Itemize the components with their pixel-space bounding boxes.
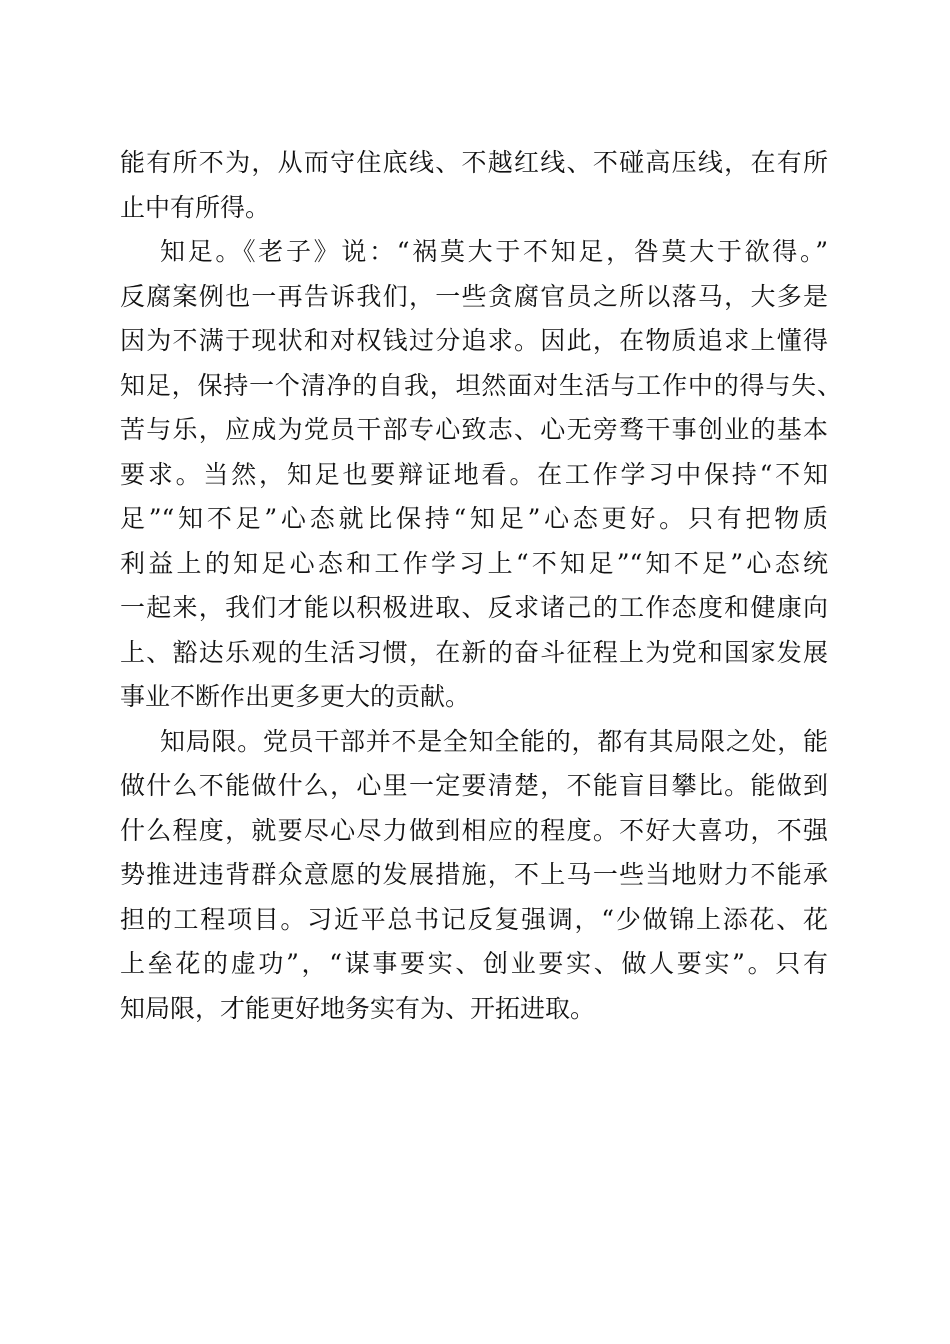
- text-line: 一起来，我们才能以积极进取、反求诸己的工作态度和健康向: [120, 593, 828, 622]
- text-line: 上垒花的虚功”，“谋事要实、创业要实、做人要实”。只有: [120, 949, 828, 978]
- text-line: 知局限。党员干部并不是全知全能的，都有其局限之处，能: [160, 726, 828, 756]
- text-line: 上、豁达乐观的生活习惯，在新的奋斗征程上为党和国家发展: [120, 637, 828, 667]
- paragraph-zhizu: [120, 230, 850, 720]
- text-line: 做什么不能做什么，心里一定要清楚，不能盲目攀比。能做到: [120, 771, 828, 800]
- text-line: 能有所不为，从而守住底线、不越红线、不碰高压线，在有所: [120, 148, 828, 177]
- text-line: 要求。当然，知足也要辩证地看。在工作学习中保持“不知: [120, 459, 828, 489]
- text-line: 知足，保持一个清净的自我，坦然面对生活与工作中的得与失、: [120, 370, 842, 400]
- text-line: 势推进违背群众意愿的发展措施，不上马一些当地财力不能承: [120, 860, 828, 889]
- text-line: 什么程度，就要尽心尽力做到相应的程度。不好大喜功，不强: [120, 815, 828, 845]
- text-line: 因为不满于现状和对权钱过分追求。因此，在物质追求上懂得: [120, 326, 828, 355]
- paragraph-continuation: [120, 141, 850, 230]
- text-line: 苦与乐，应成为党员干部专心致志、心无旁骛干事创业的基本: [120, 415, 828, 444]
- paragraph-zhijuxian: [120, 720, 850, 1032]
- text-line: 反腐案例也一再告诉我们，一些贪腐官员之所以落马，大多是: [120, 281, 828, 311]
- text-line: 足”“知不足”心态就比保持“知足”心态更好。只有把物质: [120, 504, 828, 533]
- text-line: 止中有所得。: [120, 192, 271, 222]
- text-line: 事业不断作出更多更大的贡献。: [120, 682, 471, 711]
- text-line: 担的工程项目。习近平总书记反复强调，“少做锦上添花、花: [120, 904, 828, 934]
- text-line: 知足。《老子》说：“祸莫大于不知足，咎莫大于欲得。”: [160, 237, 828, 266]
- text-line: 知局限，才能更好地务实有为、开拓进取。: [120, 993, 596, 1023]
- document-body: [120, 141, 850, 1031]
- text-line: 利益上的知足心态和工作学习上“不知足”“知不足”心态统: [120, 548, 828, 578]
